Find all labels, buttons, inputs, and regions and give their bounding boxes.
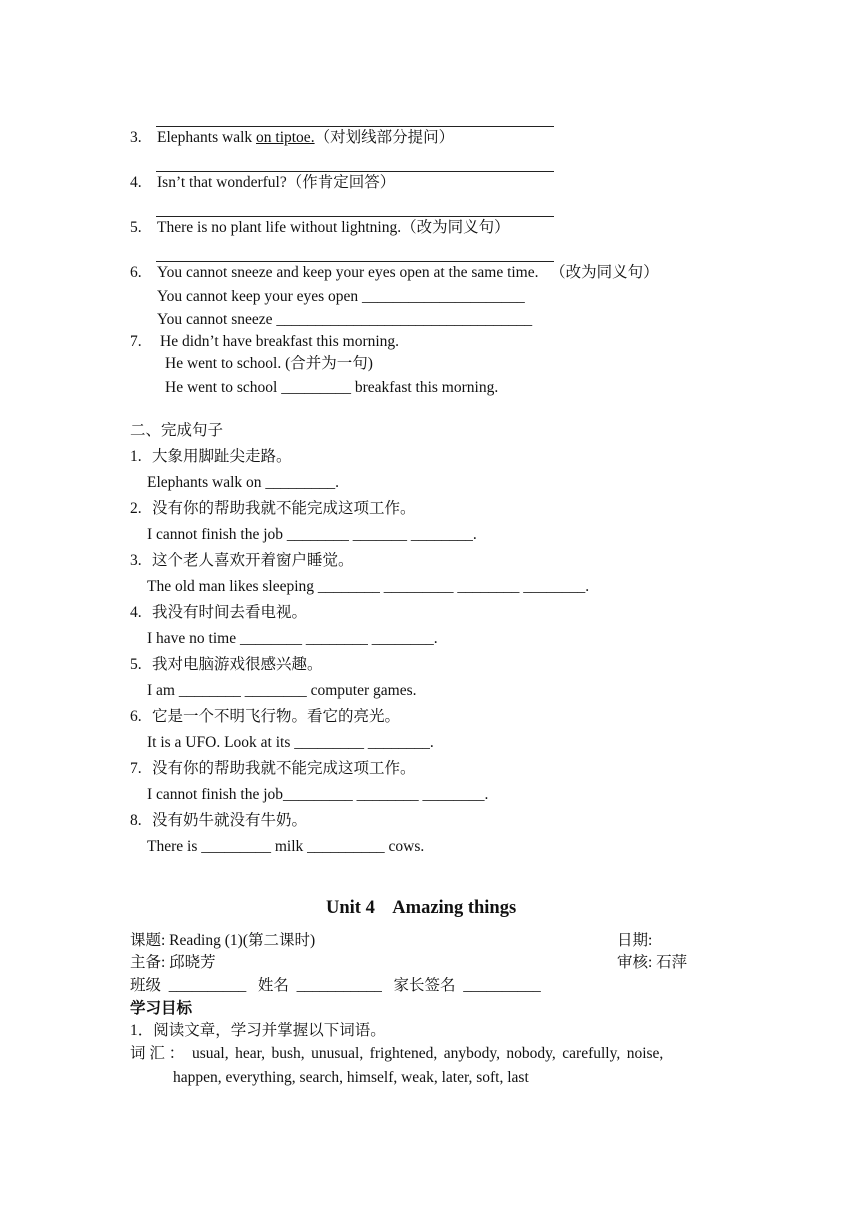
question-6-line-1: You cannot keep your eyes open _____________________: [157, 288, 525, 305]
item-number: 1.: [130, 448, 142, 465]
answer-line: [156, 126, 554, 127]
item-chinese-sentence: 这个老人喜欢开着窗户睡觉。: [152, 552, 354, 569]
item-number: 7.: [130, 760, 142, 777]
item-chinese-sentence: 没有奶牛就没有牛奶。: [152, 812, 308, 829]
item-number: 8.: [130, 812, 142, 829]
item-english-sentence: There is _________ milk __________ cows.: [147, 838, 425, 855]
item-english-sentence: I have no time ________ ________ ________.: [147, 630, 438, 647]
question-number: 4.: [130, 174, 142, 191]
vocab-line-2: happen, everything, search, himself, weak, later, soft, last: [173, 1069, 529, 1086]
answer-line: [156, 216, 554, 217]
item-number: 6.: [130, 708, 142, 725]
item-number: 5.: [130, 656, 142, 673]
item-english-sentence: I cannot finish the job ________ _______ ________.: [147, 526, 477, 543]
item-number: 3.: [130, 552, 142, 569]
lesson-topic: 课题: Reading (1)(第二课时): [130, 932, 316, 949]
question-3-text: [157, 128, 454, 148]
question-4-text: Isn’t that wonderful?（作肯定回答）: [157, 174, 396, 191]
item-number: 2.: [130, 500, 142, 517]
item-english-sentence: It is a UFO. Look at its _________ ________.: [147, 734, 434, 751]
item-chinese-sentence: 没有你的帮助我就不能完成这项工作。: [152, 760, 416, 777]
item-english-sentence: I am ________ ________ computer games.: [147, 682, 417, 699]
section-heading: 二、完成句子: [130, 422, 224, 439]
item-chinese-sentence: 我没有时间去看电视。: [152, 604, 308, 621]
item-english-sentence: The old man likes sleeping ________ _________ ________ ________.: [147, 578, 590, 595]
reviewer-label: 审核: 石萍: [617, 954, 688, 971]
unit-title: Unit 4 Amazing things: [326, 898, 517, 918]
question-7-line-2: He went to school _________ breakfast this morning.: [165, 379, 499, 396]
question-number: 7.: [130, 333, 142, 350]
item-number: 4.: [130, 604, 142, 621]
question-5-text: There is no plant life without lightning.（改为同义句）: [157, 219, 510, 236]
item-chinese-sentence: 没有你的帮助我就不能完成这项工作。: [152, 500, 416, 517]
answer-line: [156, 171, 554, 172]
item-chinese-sentence: 我对电脑游戏很感兴趣。: [152, 656, 323, 673]
question-number: 3.: [130, 129, 142, 146]
answer-line: [156, 261, 554, 262]
question-7-line-1: He went to school. (合并为一句): [165, 355, 373, 372]
question-3-pre: Elephants walk: [157, 129, 257, 146]
item-chinese-sentence: 它是一个不明飞行物。看它的亮光。: [152, 708, 401, 725]
date-label: 日期:: [617, 932, 653, 949]
student-info-line: 班级 __________ 姓名 ___________ 家长签名 __________: [130, 977, 541, 994]
question-6-line-2: You cannot sneeze _________________________________: [157, 311, 533, 328]
question-6-text: You cannot sneeze and keep your eyes open at the same time. （改为同义句）: [157, 264, 659, 281]
question-7-text: He didn’t have breakfast this morning.: [160, 333, 400, 350]
question-3-instruction: （对划线部分提问）: [314, 129, 455, 146]
vocab-line-1: usual, hear, bush, unusual, frightened, anybody, nobody, carefully, noise,: [192, 1045, 664, 1062]
item-english-sentence: I cannot finish the job_________ ________ ________.: [147, 786, 489, 803]
question-number: 6.: [130, 264, 142, 281]
question-number: 5.: [130, 219, 142, 236]
item-chinese-sentence: 大象用脚趾尖走路。: [152, 448, 292, 465]
author-label: 主备: 邱晓芳: [130, 954, 216, 971]
goals-heading: 学习目标: [130, 1000, 193, 1017]
goal-1: 1．阅读文章，学习并掌握以下词语。: [130, 1022, 386, 1039]
underlined-phrase: on tiptoe.: [256, 129, 315, 146]
vocab-label: 词 汇 ：: [130, 1045, 185, 1062]
item-english-sentence: Elephants walk on _________.: [147, 474, 340, 491]
